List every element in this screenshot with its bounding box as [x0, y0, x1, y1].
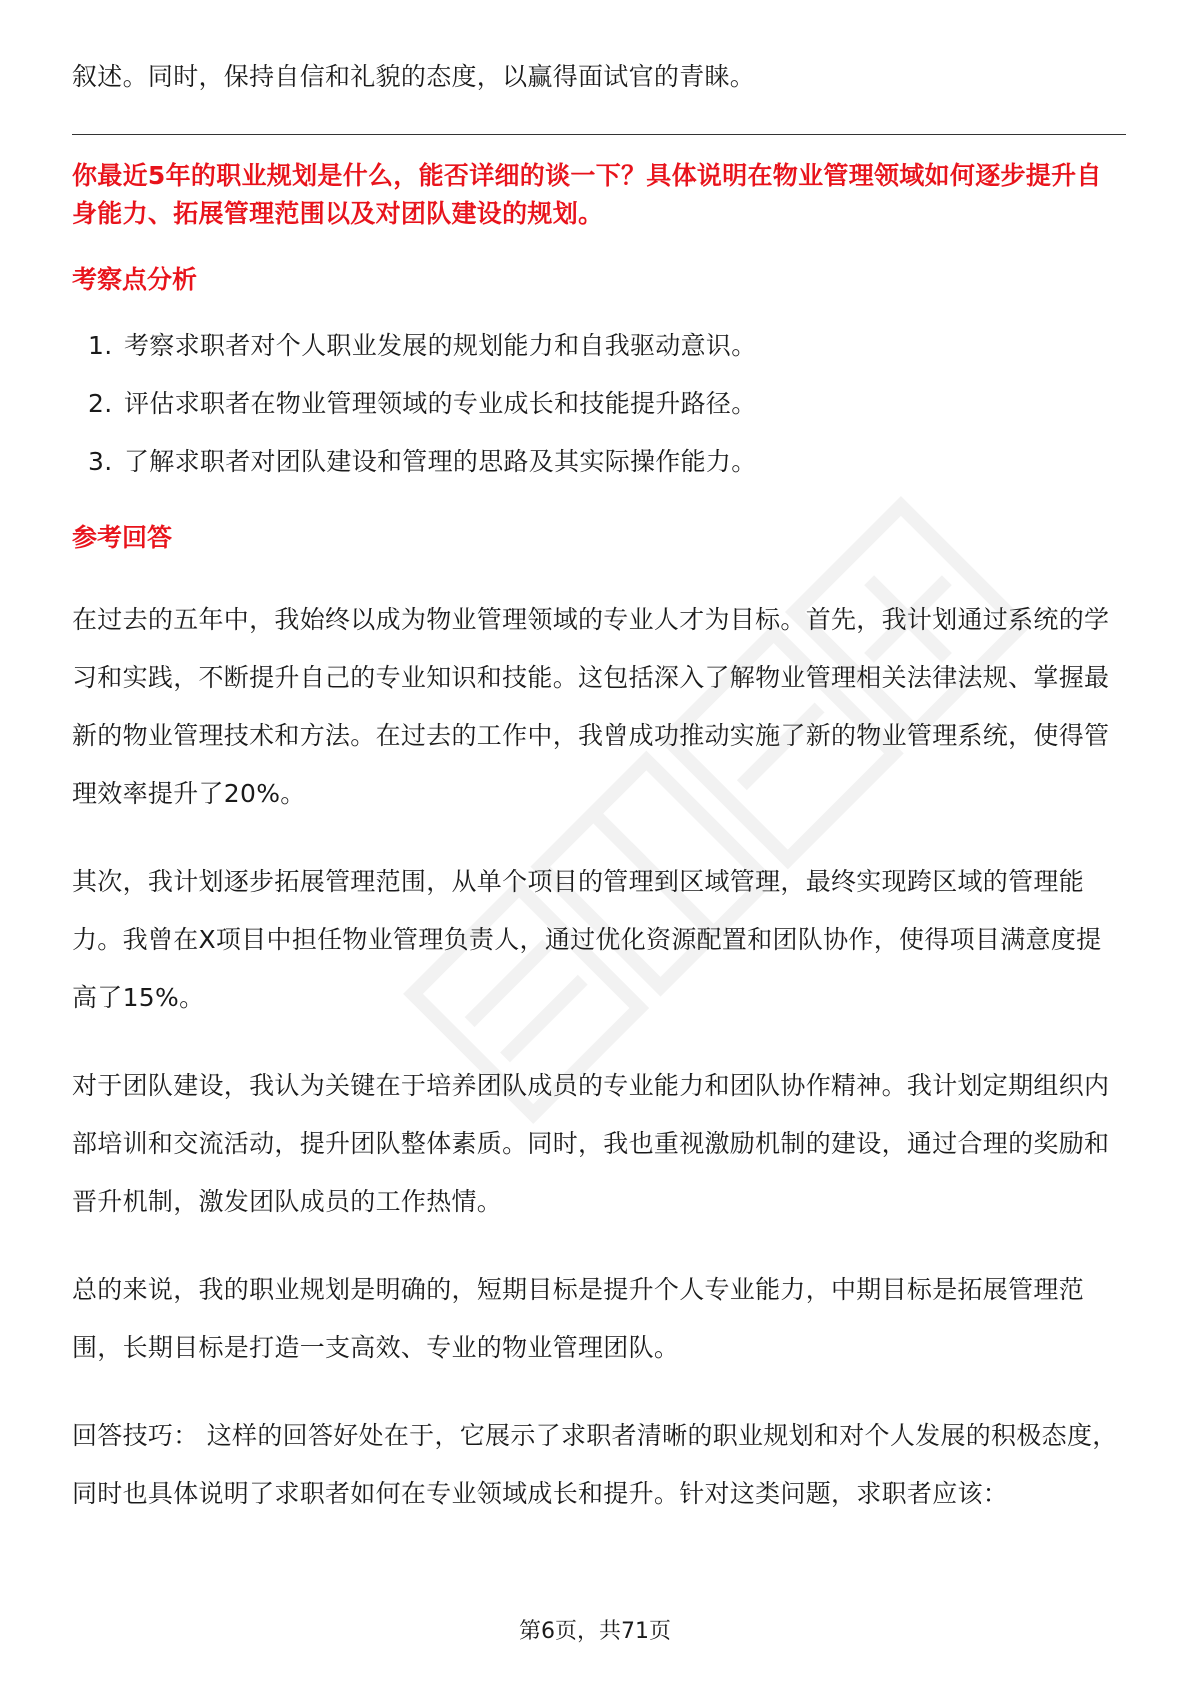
analysis-list — [72, 317, 1122, 491]
section-divider — [72, 134, 1126, 135]
lead-paragraph: 叙述。同时，保持自信和礼貌的态度，以赢得面试官的青睐。 — [72, 62, 756, 91]
page-number: 第6页，共71页 — [519, 1619, 671, 1644]
analysis-heading: 考察点分析 — [72, 265, 198, 294]
list-item-text: 考察求职者对个人职业发展的规划能力和自我驱动意识。 — [124, 331, 757, 360]
main-content — [72, 48, 1122, 1523]
answer-paragraph: 总的来说，我的职业规划是明确的，短期目标是提升个人专业能力，中期目标是拓展管理范围，长期目标是打造一支高效、专业的物业管理团队。 — [72, 1275, 1085, 1362]
list-item-text: 评估求职者在物业管理领域的专业成长和技能提升路径。 — [124, 389, 757, 418]
answer-paragraph: 对于团队建设，我认为关键在于培养团队成员的专业能力和团队协作精神。我计划定期组织内部培训和交流活动，提升团队整体素质。同时，我也重视激励机制的建设，通过合理的奖励和晋升机制，激发团队成员的工作热情。 — [72, 1071, 1110, 1216]
answer-paragraph: 在过去的五年中，我始终以成为物业管理领域的专业人才为目标。首先，我计划通过系统的学习和实践，不断提升自己的专业知识和技能。这包括深入了解物业管理相关法律法规、掌握最新的物业管理技术和方法。在过去的工作中，我曾成功推动实施了新的物业管理系统，使得管理效率提升了20%。 — [72, 605, 1110, 808]
list-item-text: 了解求职者对团队建设和管理的思路及其实际操作能力。 — [124, 447, 757, 476]
list-item-number: 3. — [88, 447, 113, 476]
interview-question: 你最近5年的职业规划是什么，能否详细的谈一下？具体说明在物业管理领域如何逐步提升自身能力、拓展管理范围以及对团队建设的规划。 — [72, 161, 1102, 228]
list-item-number: 2. — [88, 389, 113, 418]
list-item — [72, 375, 1122, 433]
reference-heading: 参考回答 — [72, 523, 173, 552]
list-item-number: 1. — [88, 331, 113, 360]
answer-paragraph: 其次，我计划逐步拓展管理范围，从单个项目的管理到区域管理，最终实现跨区域的管理能力。我曾在X项目中担任物业管理负责人，通过优化资源配置和团队协作，使得项目满意度提高了15%。 — [72, 867, 1102, 1012]
list-item — [72, 433, 1122, 491]
list-item — [72, 317, 1122, 375]
answer-tips-paragraph: 回答技巧： 这样的回答好处在于，它展示了求职者清晰的职业规划和对个人发展的积极态度，同时也具体说明了求职者如何在专业领域成长和提升。针对这类问题，求职者应该： — [72, 1421, 1118, 1508]
